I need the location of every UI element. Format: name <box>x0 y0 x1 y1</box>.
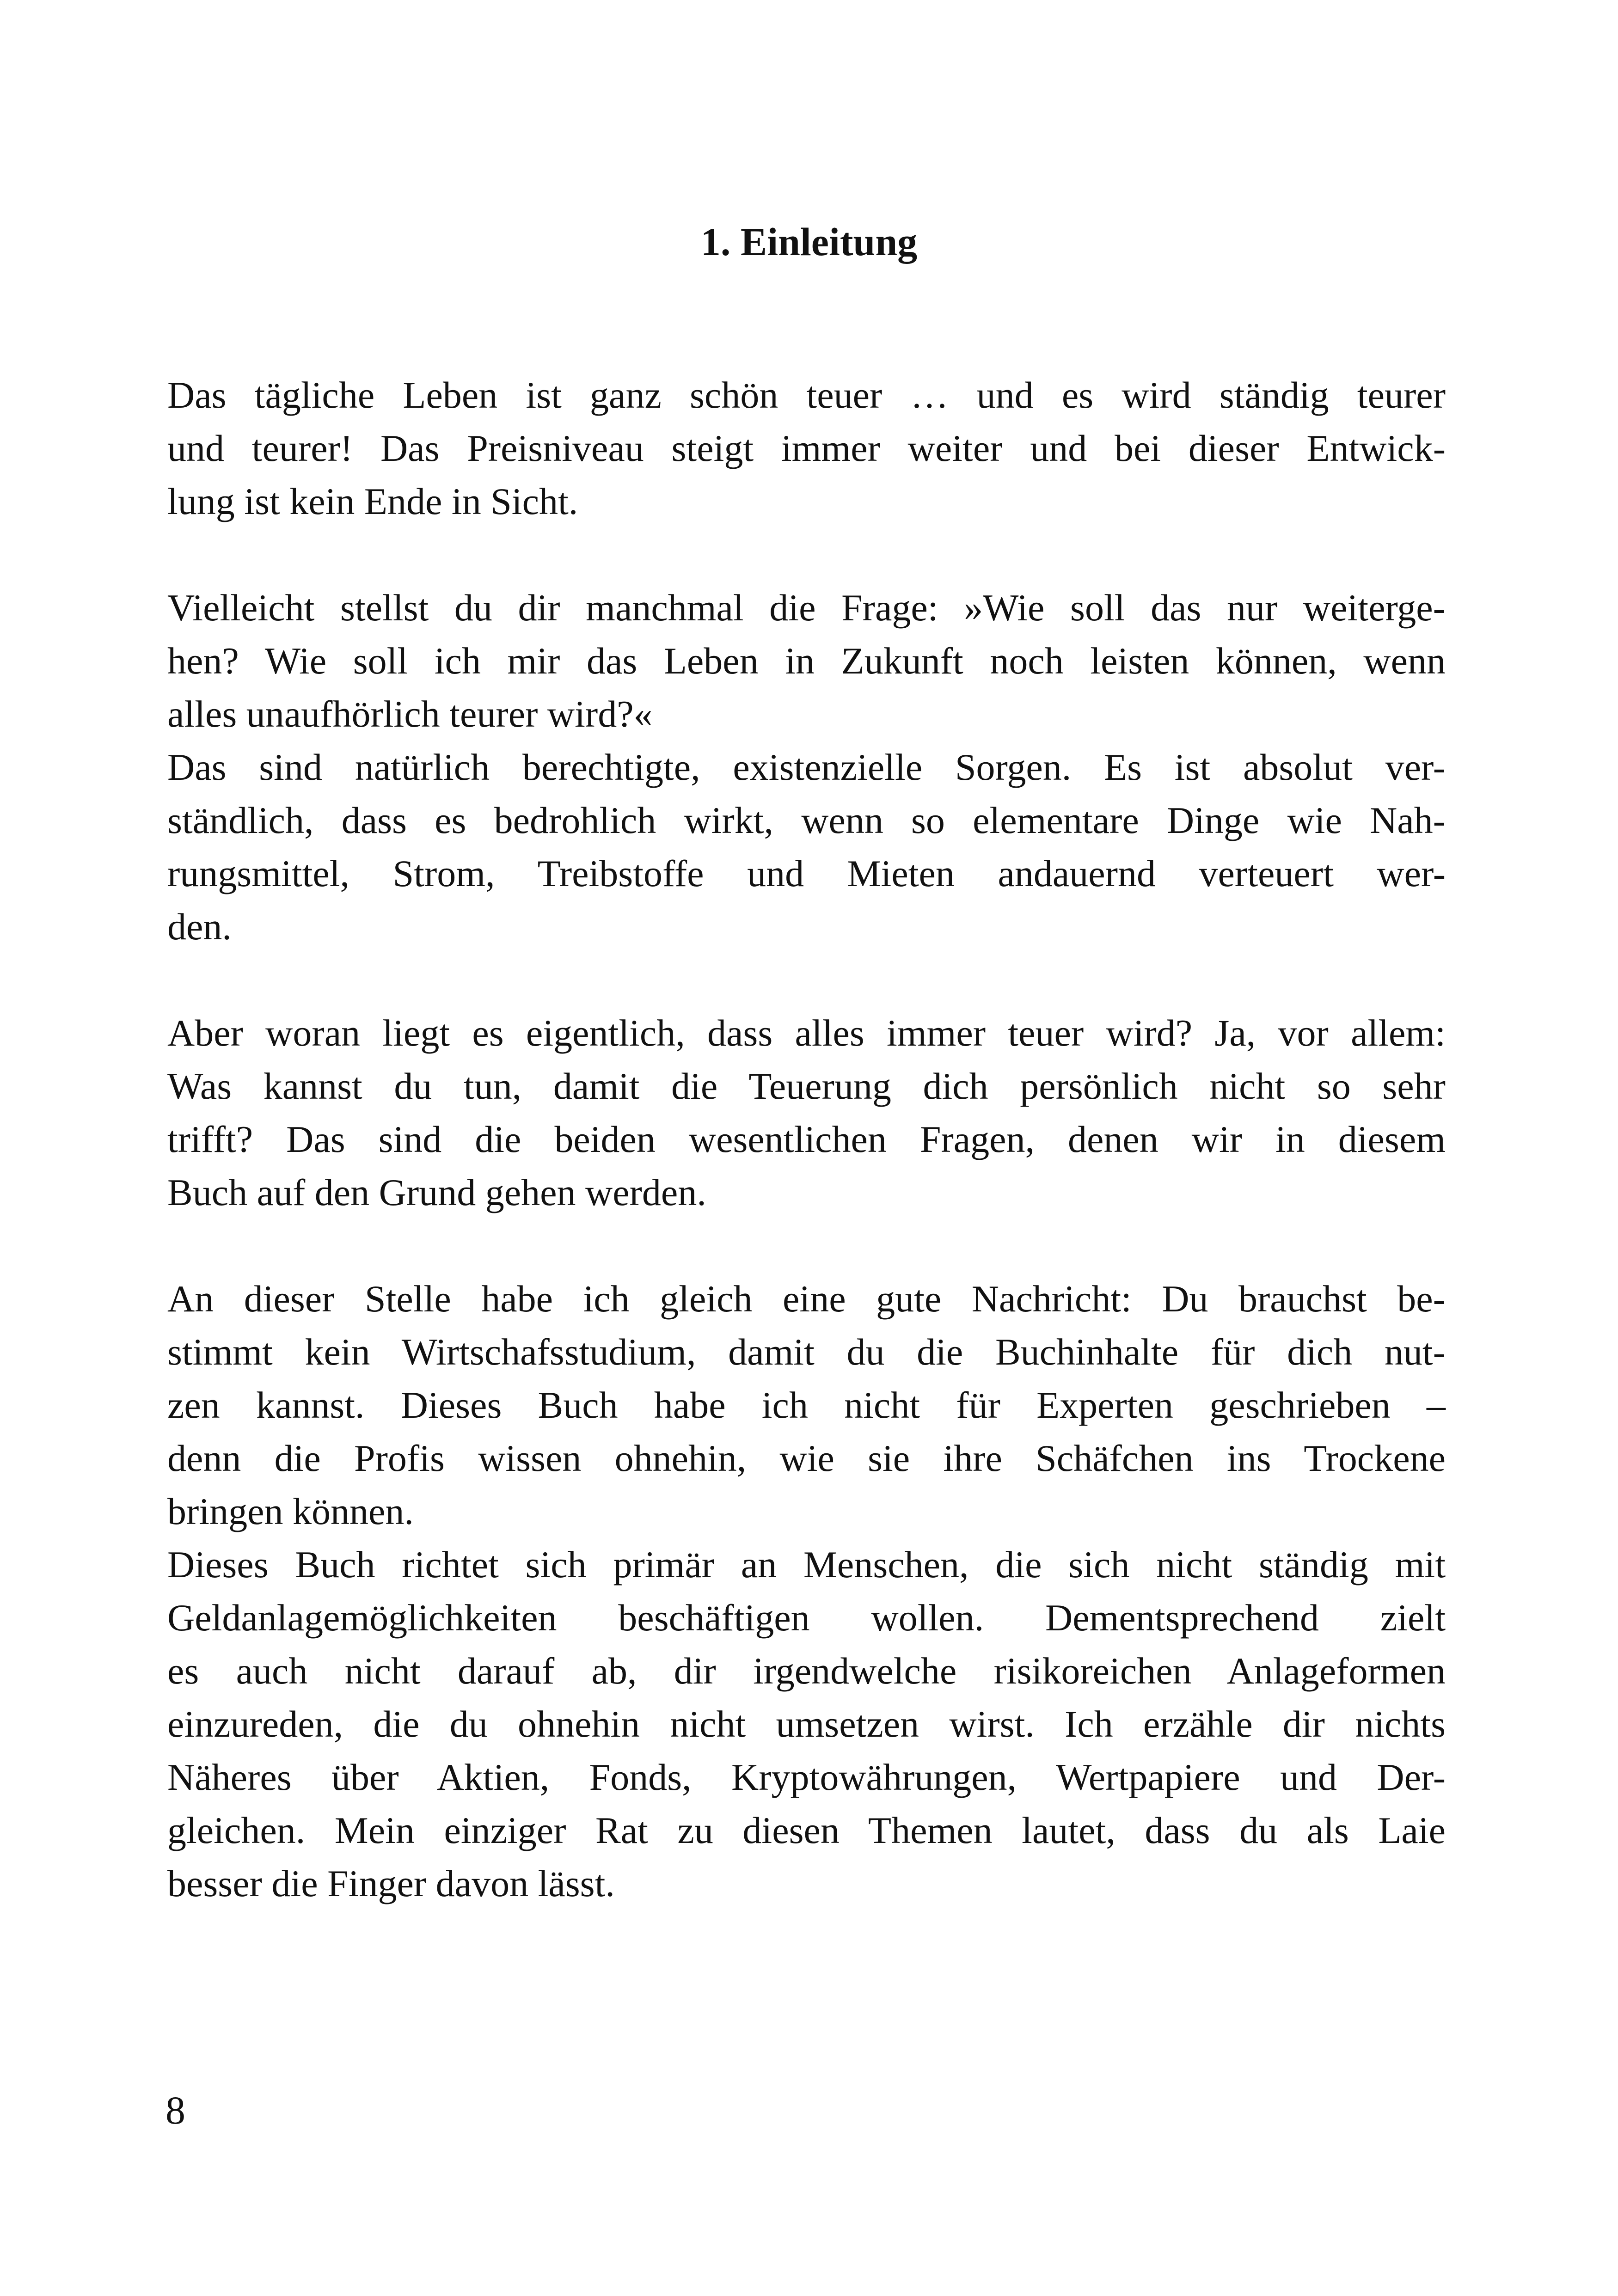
text-line: denn die Profis wissen ohnehin, wie sie ihre Schäfchen ins Trockene <box>167 1437 1446 1479</box>
text-line: den. <box>167 906 232 948</box>
text-line: hen? Wie soll ich mir das Leben in Zukunft noch leisten können, wenn <box>167 640 1446 682</box>
text-line: Vielleicht stellst du dir manchmal die Frage: »Wie soll das nur weiterge- <box>167 587 1446 629</box>
text-line: gleichen. Mein einziger Rat zu diesen Themen lautet, dass du als Laie <box>167 1809 1446 1851</box>
text-line: Was kannst du tun, damit die Teuerung dich persönlich nicht so sehr <box>167 1065 1446 1107</box>
text-line: und teurer! Das Preisniveau steigt immer weiter und bei dieser Entwick- <box>167 427 1446 469</box>
text-line: zen kannst. Dieses Buch habe ich nicht für Experten geschrieben – <box>167 1384 1446 1426</box>
text-line: Das tägliche Leben ist ganz schön teuer … und es wird ständig teurer <box>167 374 1446 416</box>
text-line: alles unaufhörlich teurer wird?« <box>167 693 653 735</box>
text-line: ständlich, dass es bedrohlich wirkt, wenn so elementare Dinge wie Nah- <box>167 799 1446 841</box>
text-line: Dieses Buch richtet sich primär an Menschen, die sich nicht ständig mit <box>167 1543 1446 1586</box>
text-line: trifft? Das sind die beiden wesentlichen Fragen, denen wir in diesem <box>167 1118 1446 1160</box>
text-line: stimmt kein Wirtschafsstudium, damit du die Buchinhalte für dich nut- <box>167 1331 1446 1373</box>
text-line: rungsmittel, Strom, Treibstoffe und Mieten andauernd verteuert wer- <box>167 852 1446 894</box>
text-line: Aber woran liegt es eigentlich, dass alles immer teuer wird? Ja, vor allem: <box>167 1012 1446 1054</box>
text-line: Das sind natürlich berechtigte, existenzielle Sorgen. Es ist absolut ver- <box>167 746 1446 788</box>
chapter-heading: 1. Einleitung <box>700 220 918 264</box>
text-line: An dieser Stelle habe ich gleich eine gute Nachricht: Du brauchst be- <box>167 1278 1446 1320</box>
text-line: bringen können. <box>167 1490 414 1532</box>
text-line: Näheres über Aktien, Fonds, Kryptowährungen, Wertpapiere und Der- <box>167 1756 1446 1798</box>
text-line: Geldanlagemöglichkeiten beschäftigen wollen. Dementsprechend zielt <box>167 1597 1446 1639</box>
text-line: lung ist kein Ende in Sicht. <box>167 480 578 522</box>
page-number: 8 <box>165 2088 185 2132</box>
text-line: besser die Finger davon lässt. <box>167 1862 615 1904</box>
text-line: Buch auf den Grund gehen werden. <box>167 1171 706 1213</box>
text-line: es auch nicht darauf ab, dir irgendwelche risikoreichen Anlageformen <box>167 1650 1446 1692</box>
text-line: einzureden, die du ohnehin nicht umsetzen wirst. Ich erzähle dir nichts <box>167 1703 1446 1745</box>
